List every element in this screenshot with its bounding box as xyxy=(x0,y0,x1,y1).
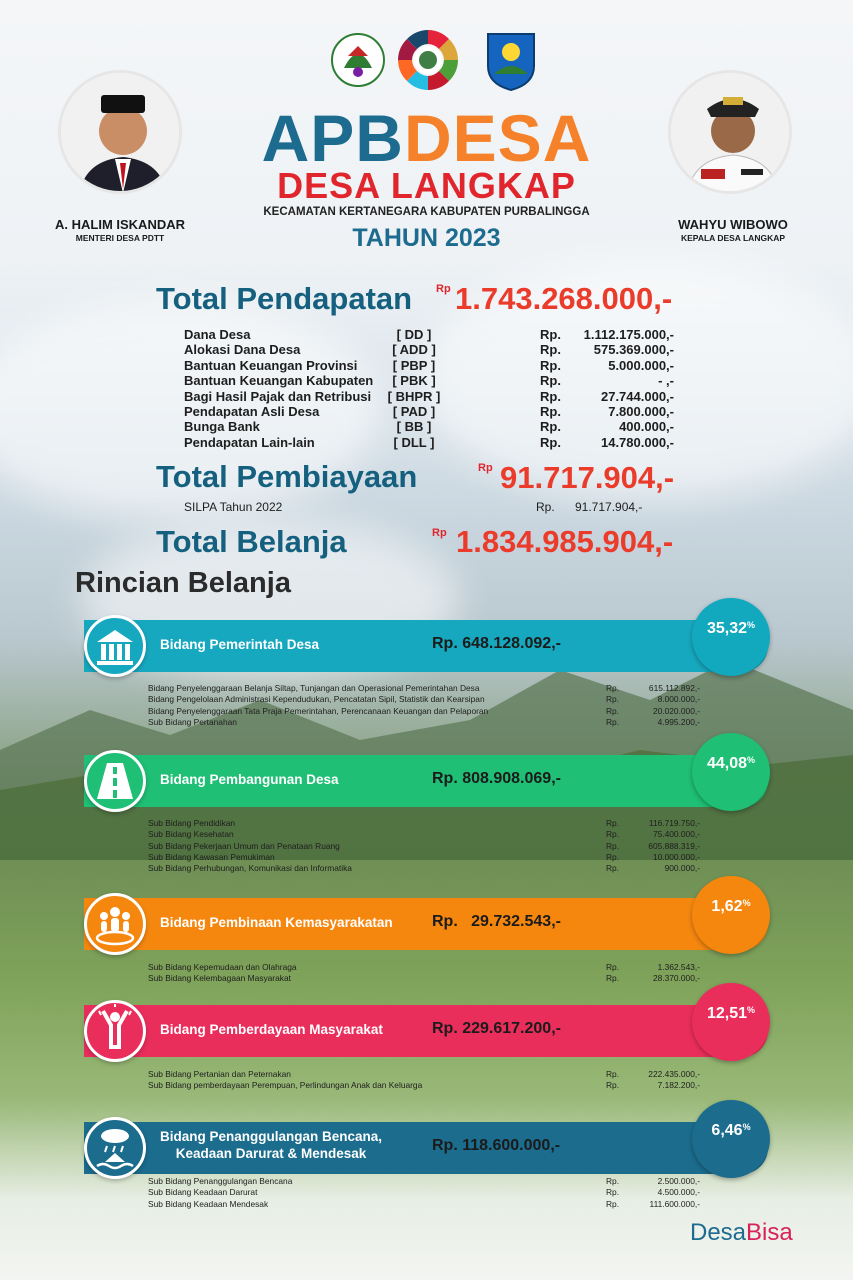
sub-bidang-table xyxy=(148,1176,700,1210)
sub-bidang-name: Sub Bidang Pekerjaan Umum dan Penataan Ruang xyxy=(148,840,340,851)
income-rp: Rp. xyxy=(540,403,561,419)
total-belanja-label: Total Belanja xyxy=(156,524,347,559)
sub-bidang-rp: Rp. xyxy=(606,716,620,727)
sub-bidang-name: Sub Bidang Keadaan Mendesak xyxy=(148,1198,269,1209)
bidang-label: Bidang Pembinaan Kemasyarakatan xyxy=(160,915,393,930)
percentage-sign: % xyxy=(742,898,751,908)
bidang-percentage-badge xyxy=(692,733,770,811)
bidang-amount: Rp. 648.128.092,- xyxy=(432,635,561,652)
income-code: [ DD ] xyxy=(396,327,432,342)
sub-bidang-value: 900.000,- xyxy=(664,863,700,874)
sub-bidang-value: 8.000.000,- xyxy=(657,694,700,705)
sub-bidang-name: Sub Bidang Perhubungan, Komunikasi dan Informatika xyxy=(148,863,352,874)
percentage-sign: % xyxy=(742,1122,751,1132)
percentage-sign: % xyxy=(747,1005,756,1015)
sub-bidang-name: Sub Bidang Kelembagaan Masyarakat xyxy=(148,973,291,984)
income-rp: Rp. xyxy=(540,373,561,389)
income-code: [ PBP ] xyxy=(392,357,436,373)
purbalingga-logo xyxy=(482,28,540,97)
sub-bidang-value: 116.719.750,- xyxy=(648,818,700,828)
silpa-label: SILPA Tahun 2022 xyxy=(184,500,283,514)
sub-bidang-name: Sub Bidang Kesehatan xyxy=(148,829,234,840)
bidang-icon-badge xyxy=(84,893,146,955)
bidang-label xyxy=(160,1128,382,1162)
income-value: 14.780.000,- xyxy=(600,434,674,450)
sub-bidang-value: 4.995.200,- xyxy=(657,716,700,727)
sub-bidang-name: Sub Bidang Pendidikan xyxy=(148,818,236,828)
sub-bidang-rp: Rp. xyxy=(606,818,620,828)
total-belanja-value: 1.834.985.904,- xyxy=(456,524,674,559)
bidang-label: Bidang Pemerintah Desa xyxy=(160,637,320,652)
bidang-percentage-badge xyxy=(692,598,770,676)
sub-bidang-name: Sub Bidang Keadaan Darurat xyxy=(148,1187,258,1198)
income-rp: Rp. xyxy=(540,327,561,342)
percentage-text xyxy=(692,755,770,773)
sub-bidang-value: 615.112.892,- xyxy=(648,683,700,693)
sub-bidang-row xyxy=(148,694,700,705)
sub-bidang-rp: Rp. xyxy=(606,1198,620,1209)
total-belanja-rp: Rp xyxy=(432,527,447,539)
minister-role: MENTERI DESA PDTT xyxy=(75,233,165,243)
percentage-text xyxy=(692,1005,770,1023)
disaster-flood-icon xyxy=(87,1120,143,1176)
income-value: 1.112.175.000,- xyxy=(583,327,674,342)
sub-bidang-rp: Rp. xyxy=(606,962,620,972)
road-icon xyxy=(87,753,143,809)
sub-bidang-row xyxy=(148,818,700,829)
income-rp: Rp. xyxy=(540,357,561,373)
sub-bidang-rp: Rp. xyxy=(606,683,620,693)
percentage-value: 35,32 xyxy=(706,620,748,637)
brand-bisa: Bisa xyxy=(746,1219,793,1246)
bidang-amount: Rp. 808.908.069,- xyxy=(432,770,561,787)
sub-bidang-row xyxy=(148,1069,700,1080)
sub-bidang-value: 10.000.000,- xyxy=(652,851,700,862)
bidang-icon-badge xyxy=(84,1000,146,1062)
brand-desa: Desa xyxy=(690,1219,747,1246)
income-code: [ BHPR ] xyxy=(387,388,441,404)
title-desa: DESA xyxy=(403,101,592,175)
bidang-percentage-badge xyxy=(692,876,770,954)
income-row xyxy=(184,435,674,450)
percentage-value: 12,51 xyxy=(706,1005,748,1022)
bidang-label-line2: Keadaan Darurat & Mendesak xyxy=(175,1146,367,1161)
silpa-value: 91.717.904,- xyxy=(575,500,643,514)
total-pendapatan-value: 1.743.268.000,- xyxy=(455,281,673,316)
income-name: Bunga Bank xyxy=(184,419,260,435)
sub-bidang-row xyxy=(148,863,700,874)
income-name: Bagi Hasil Pajak dan Retribusi xyxy=(184,388,372,404)
sub-bidang-name: Sub Bidang Kepemudaan dan Olahraga xyxy=(148,962,297,972)
income-value: 5.000.000,- xyxy=(608,357,674,373)
sub-bidang-value: 2.500.000,- xyxy=(657,1176,700,1186)
sub-bidang-value: 111.600.000,- xyxy=(649,1198,700,1209)
income-value: 400.000,- xyxy=(619,419,674,435)
bidang-percentage-badge xyxy=(692,983,770,1061)
sub-bidang-name: Sub Bidang pemberdayaan Perempuan, Perlindungan Anak dan Keluarga xyxy=(148,1080,423,1091)
income-value: 27.744.000,- xyxy=(600,388,674,404)
total-pembiayaan-value: 91.717.904,- xyxy=(500,460,675,495)
sdgs-logo xyxy=(396,28,460,97)
sub-bidang-row xyxy=(148,841,700,852)
sdgs-wheel-icon xyxy=(396,28,460,92)
sub-bidang-row xyxy=(148,1080,700,1091)
sub-bidang-value: 222.435.000,- xyxy=(648,1069,700,1079)
income-row xyxy=(184,327,674,342)
sub-bidang-row xyxy=(148,683,700,694)
village-title: DESA LANGKAP xyxy=(277,165,576,206)
year-title: TAHUN 2023 xyxy=(352,224,501,252)
total-pembiayaan-label: Total Pembiayaan xyxy=(156,459,418,494)
rincian-belanja-title: Rincian Belanja xyxy=(75,567,291,599)
income-row xyxy=(184,358,674,373)
total-pembiayaan-rp: Rp xyxy=(478,462,493,474)
sub-bidang-rp: Rp. xyxy=(606,973,620,984)
total-pendapatan-label: Total Pendapatan xyxy=(156,281,413,316)
income-name: Pendapatan Asli Desa xyxy=(184,403,320,419)
district-subtitle: KECAMATAN KERTANEGARA KABUPATEN PURBALINGGA xyxy=(263,206,590,218)
sub-bidang-row xyxy=(148,973,700,984)
bidang-percentage-badge xyxy=(692,1100,770,1178)
sub-bidang-value: 20.020.000,- xyxy=(652,705,700,716)
income-value: 7.800.000,- xyxy=(608,403,674,419)
bidang-amount: Rp. 229.617.200,- xyxy=(432,1020,561,1037)
sub-bidang-table xyxy=(148,962,700,985)
government-building-icon xyxy=(87,618,143,674)
percentage-value: 44,08 xyxy=(706,755,748,772)
sub-bidang-value: 605.888.319,- xyxy=(648,840,700,851)
sub-bidang-rp: Rp. xyxy=(606,1176,620,1186)
percentage-text xyxy=(692,1122,770,1140)
bidang-label: Bidang Pemberdayaan Masyarakat xyxy=(160,1022,383,1037)
income-rp: Rp. xyxy=(540,388,561,404)
sub-bidang-row xyxy=(148,1187,700,1198)
income-row xyxy=(184,389,674,404)
sub-bidang-name: Sub Bidang Pertanian dan Peternakan xyxy=(148,1069,291,1079)
percentage-sign: % xyxy=(747,620,756,630)
sub-bidang-rp: Rp. xyxy=(606,1080,620,1091)
sub-bidang-name: Bidang Penyelenggaraan Tata Praja Pemerintahan, Perencanaan Keuangan dan Pelaporan xyxy=(148,705,489,716)
income-code: [ PAD ] xyxy=(392,403,436,419)
regency-shield-icon xyxy=(482,28,540,92)
sub-bidang-value: 4.500.000,- xyxy=(657,1187,700,1198)
percentage-value: 1,62 xyxy=(711,898,743,915)
sub-bidang-rp: Rp. xyxy=(606,840,620,851)
sub-bidang-row xyxy=(148,962,700,973)
income-name: Dana Desa xyxy=(184,327,251,342)
income-row xyxy=(184,419,674,434)
community-icon xyxy=(87,896,143,952)
sub-bidang-rp: Rp. xyxy=(606,705,620,716)
bidang-amount: Rp. 29.732.543,- xyxy=(432,913,561,930)
village-head-name: WAHYU WIBOWO xyxy=(678,217,788,232)
percentage-value: 6,46 xyxy=(711,1122,743,1139)
minister-name: A. HALIM ISKANDAR xyxy=(55,217,185,232)
sub-bidang-value: 28.370.000,- xyxy=(652,973,700,984)
sub-bidang-value: 75.400.000,- xyxy=(652,829,700,840)
sub-bidang-row xyxy=(148,717,700,728)
sub-bidang-name: Sub Bidang Penanggulangan Bencana xyxy=(148,1176,293,1186)
desabisa-logo xyxy=(690,1219,793,1247)
sub-bidang-table xyxy=(148,1069,700,1092)
sub-bidang-name: Sub Bidang Kawasan Pemukiman xyxy=(148,851,275,862)
silpa-rp: Rp. xyxy=(536,500,555,514)
income-code: [ PBK ] xyxy=(392,373,436,389)
ministry-logo xyxy=(330,28,386,97)
sub-bidang-rp: Rp. xyxy=(606,694,620,705)
village-head-role: KEPALA DESA LANGKAP xyxy=(680,233,786,243)
income-value: 575.369.000,- xyxy=(593,342,674,358)
income-code: [ BB ] xyxy=(396,419,432,435)
sub-bidang-row xyxy=(148,1199,700,1210)
income-table xyxy=(184,327,674,450)
income-rp: Rp. xyxy=(540,342,561,358)
sub-bidang-value: 1.362.543,- xyxy=(657,962,700,972)
bidang-icon-badge xyxy=(84,750,146,812)
sub-bidang-name: Bidang Pengelolaan Administrasi Kependudukan, Pencatatan Sipil, Statistik dan Kearsipan xyxy=(148,694,485,705)
percentage-text xyxy=(692,620,770,638)
bidang-icon-badge xyxy=(84,1117,146,1179)
bidang-amount: Rp. 118.600.000,- xyxy=(432,1137,561,1154)
sub-bidang-row xyxy=(148,706,700,717)
title-apb: APB xyxy=(261,101,404,175)
income-row xyxy=(184,404,674,419)
income-rp: Rp. xyxy=(540,434,561,450)
sub-bidang-name: Bidang Penyelenggaraan Belanja Siltap, Tunjangan dan Operasional Pemerintahan Desa xyxy=(148,683,480,693)
sub-bidang-rp: Rp. xyxy=(606,829,620,840)
bidang-icon-badge xyxy=(84,615,146,677)
percentage-sign: % xyxy=(747,755,756,765)
bidang-label-line1: Bidang Penanggulangan Bencana, xyxy=(160,1129,383,1144)
income-row xyxy=(184,373,674,388)
sub-bidang-rp: Rp. xyxy=(606,1187,620,1198)
income-code: [ ADD ] xyxy=(392,342,436,358)
sub-bidang-table xyxy=(148,818,700,874)
income-name: Alokasi Dana Desa xyxy=(184,342,301,358)
kemendes-emblem-icon xyxy=(330,28,386,92)
income-row xyxy=(184,342,674,357)
sub-bidang-row xyxy=(148,1176,700,1187)
sub-bidang-row xyxy=(148,852,700,863)
sub-bidang-name: Sub Bidang Pertanahan xyxy=(148,716,237,727)
percentage-text xyxy=(692,898,770,916)
income-rp: Rp. xyxy=(540,419,561,435)
sub-bidang-rp: Rp. xyxy=(606,863,620,874)
income-value: - ,- xyxy=(658,373,674,389)
sub-bidang-rp: Rp. xyxy=(606,851,620,862)
sub-bidang-table xyxy=(148,683,700,728)
income-code: [ DLL ] xyxy=(393,434,435,450)
sub-bidang-rp: Rp. xyxy=(606,1069,620,1079)
income-name: Bantuan Keuangan Kabupaten xyxy=(184,373,374,389)
sub-bidang-row xyxy=(148,829,700,840)
total-pendapatan-rp: Rp xyxy=(436,283,451,295)
empowerment-person-icon xyxy=(87,1003,143,1059)
sub-bidang-value: 7.182.200,- xyxy=(657,1080,700,1091)
income-name: Pendapatan Lain-lain xyxy=(184,434,315,450)
income-name: Bantuan Keuangan Provinsi xyxy=(184,357,358,373)
bidang-label: Bidang Pembangunan Desa xyxy=(160,772,339,787)
